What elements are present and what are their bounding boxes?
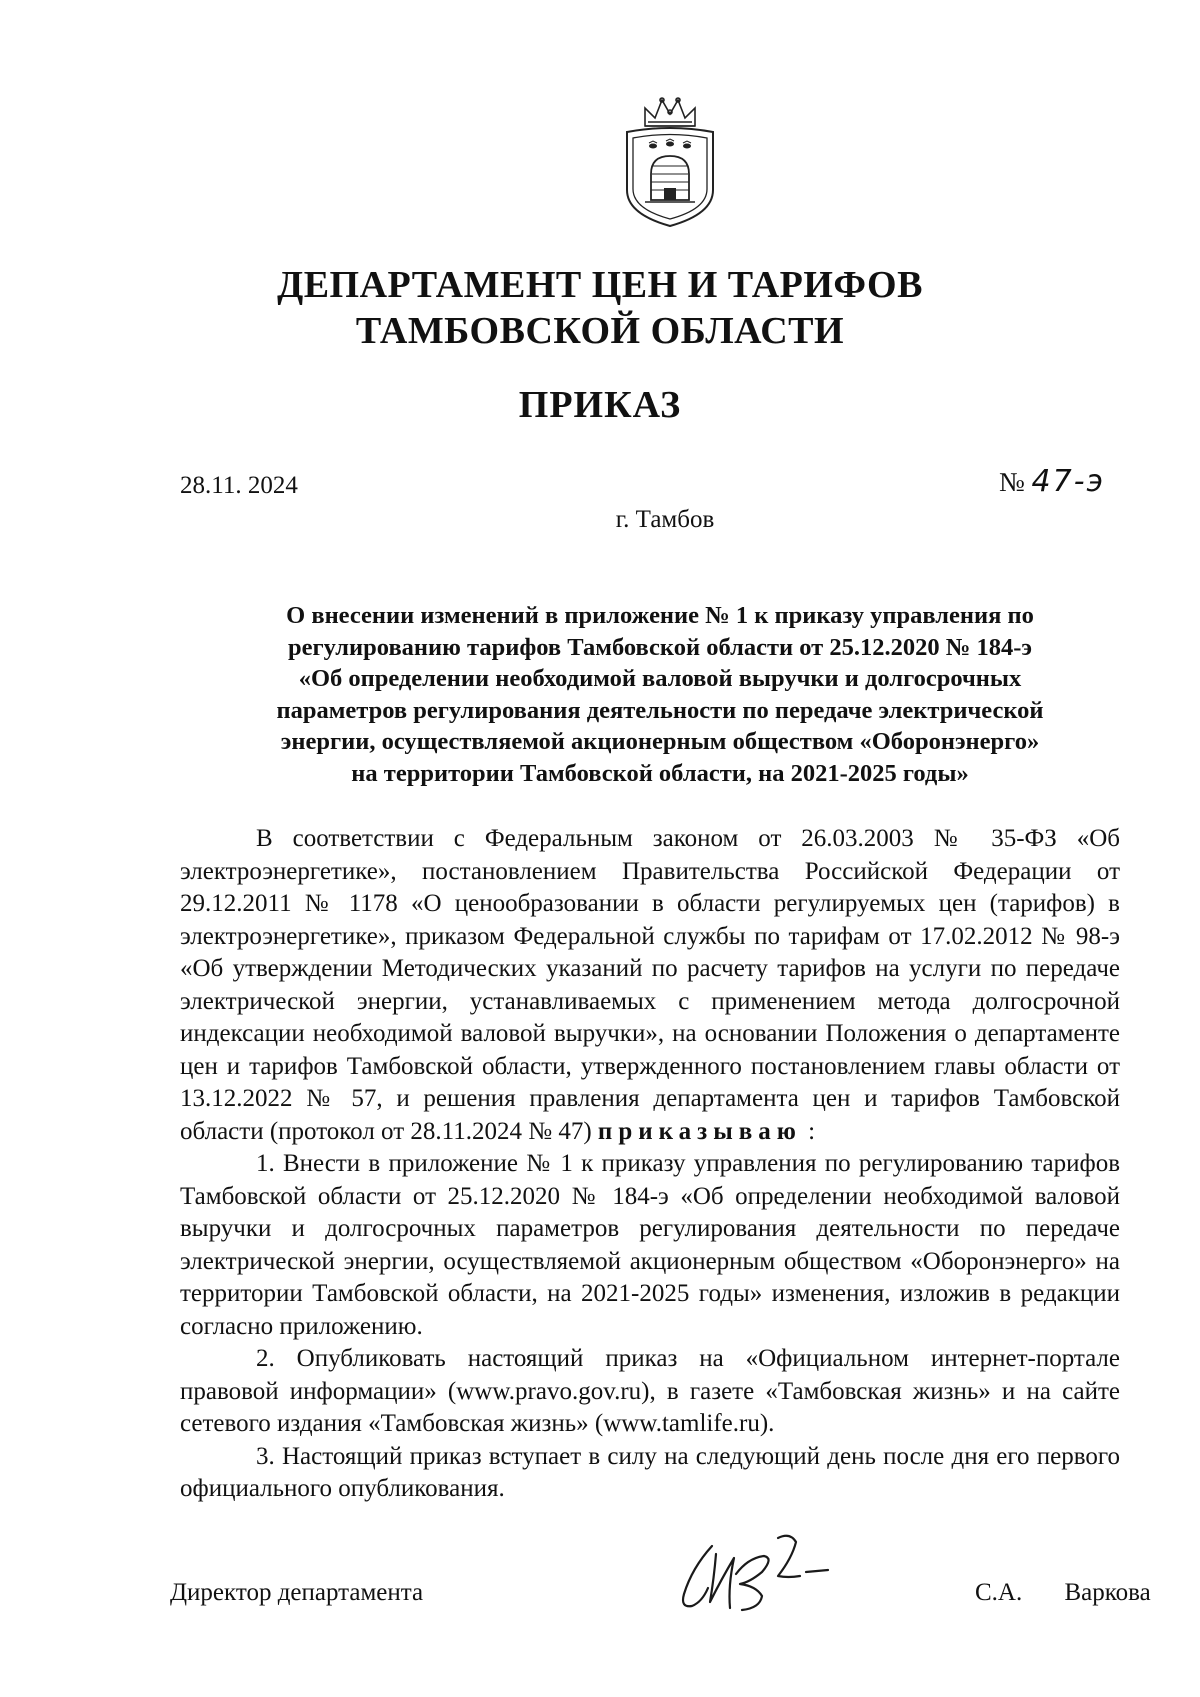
document-city: г. Тамбов [615, 506, 715, 533]
subject-line: «Об определении необходимой валовой выручки и долгосрочных [298, 665, 1022, 692]
order-word: приказываю [597, 1117, 802, 1145]
number-prefix: № [999, 467, 1025, 497]
order-item-3: 3. Настоящий приказ вступает в силу на следующий день после дня его первого официального опубликования. [180, 1442, 1120, 1502]
organization-name-line2: ТАМБОВСКОЙ ОБЛАСТИ [355, 310, 845, 352]
subject-line: параметров регулирования деятельности по передаче электрической [276, 696, 1044, 724]
order-colon: : [808, 1117, 816, 1145]
number-handwritten: 47-э [1031, 464, 1105, 499]
order-item-1: 1. Внести в приложение № 1 к приказу управления по регулированию тарифов Тамбовской области от 25.12.2020 № 184-э «Об определении необходимой валовой выручки и долгосрочных параметров регулирования деятельности по передаче электрической энергии, осуществляемой акционерным обществом «Оборонэнерго» на территории Тамбовской области, на 2021-2025 годы» изменения, изложив в редакции согласно приложению. [180, 1150, 1120, 1340]
tambov-region-coat-of-arms-icon [615, 92, 725, 230]
signatory-name: С.А. Варкова [975, 1579, 1151, 1606]
handwritten-signature-icon [670, 1528, 850, 1628]
document-type: ПРИКАЗ [518, 384, 682, 426]
organization-name [0, 262, 1200, 354]
preamble-paragraph [180, 823, 1120, 1148]
document-number [999, 464, 1105, 499]
preamble-text: В соответствии с Федеральным законом от 26.03.2003 № 35-ФЗ «Об электроэнергетике», постановлением Правительства Российской Федерации от 29.12.2011 № 1178 «О ценообразовании в области регулируемых цен (тарифов) в электроэнергетике», приказом Федеральной службы по тарифам от 17.02.2012 № 98-э «Об утверждении Методических указаний по расчету тарифов на услуги по передаче электрической энергии, устанавливаемых с применением метода долгосрочной индексации необходимой валовой выручки», на основании Положения о департаменте цен и тарифов Тамбовской области, утвержденного постановлением главы области от 13.12.2022 № 57, и решения правления департамента цен и тарифов Тамбовской области (протокол от 28.11.2024 № 47) [180, 825, 1120, 1145]
document-body [180, 823, 1120, 1506]
document-subject [205, 600, 1115, 789]
signatory-title: Директор департамента [170, 1579, 424, 1606]
subject-line: О внесении изменений в приложение № 1 к приказу управления по [286, 602, 1034, 629]
document-date: 28.11. 2024 [180, 472, 298, 499]
subject-line: энергии, осуществляемой акционерным обществом «Оборонэнерго» [280, 728, 1040, 755]
subject-line: на территории Тамбовской области, на 2021-2025 годы» [351, 759, 969, 787]
subject-line: регулированию тарифов Тамбовской области от 25.12.2020 № 184-э [288, 633, 1032, 661]
organization-name-line1: ДЕПАРТАМЕНТ ЦЕН И ТАРИФОВ [277, 264, 923, 306]
order-item-2: 2. Опубликовать настоящий приказ на «Официальном интернет-портале правовой информации» (www.pravo.gov.ru), в газете «Тамбовская жизнь» и на сайте сетевого издания «Тамбовская жизнь» (www.tamlife.ru). [180, 1345, 1120, 1437]
